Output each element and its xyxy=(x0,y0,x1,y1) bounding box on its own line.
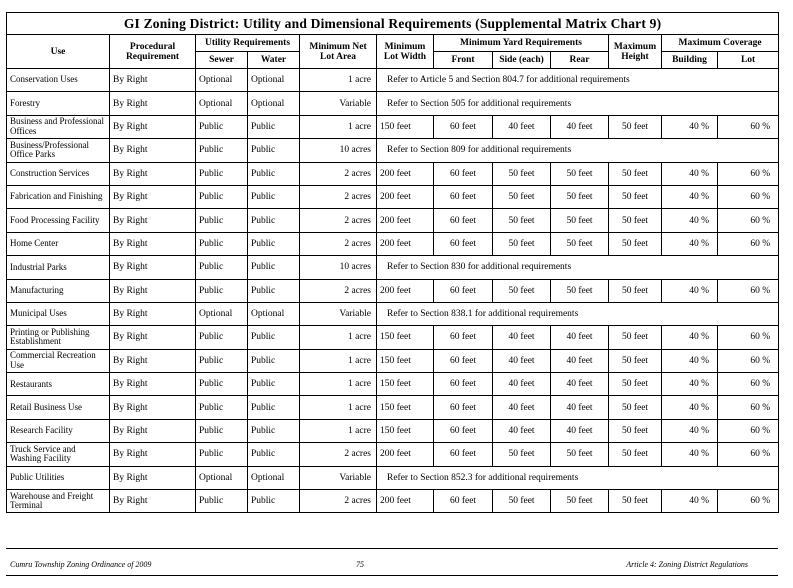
front-yard-cell: 60 feet xyxy=(434,419,493,442)
lot-coverage-cell: 60 % xyxy=(718,419,779,442)
height-cell: 50 feet xyxy=(609,279,662,302)
front-yard-cell: 60 feet xyxy=(434,115,493,138)
rear-yard-cell: 50 feet xyxy=(551,490,609,513)
building-coverage-cell: 40 % xyxy=(662,279,718,302)
building-coverage-cell: 40 % xyxy=(662,349,718,372)
lot-coverage-cell: 60 % xyxy=(718,232,779,255)
table-row xyxy=(7,490,779,513)
side-yard-cell: 50 feet xyxy=(493,490,551,513)
table-row xyxy=(7,209,779,232)
header-use: Use xyxy=(7,35,110,69)
table-row xyxy=(7,466,779,489)
lot-width-cell: 150 feet xyxy=(377,349,434,372)
table-row xyxy=(7,396,779,419)
sewer-cell: Public xyxy=(196,139,248,162)
height-cell: 50 feet xyxy=(609,349,662,372)
sewer-cell: Public xyxy=(196,115,248,138)
building-coverage-cell: 40 % xyxy=(662,115,718,138)
side-yard-cell: 50 feet xyxy=(493,162,551,185)
building-coverage-cell: 40 % xyxy=(662,326,718,349)
lot-area-cell: 10 acres xyxy=(300,256,377,279)
lot-area-cell: 2 acres xyxy=(300,279,377,302)
table-row xyxy=(7,232,779,255)
lot-coverage-cell: 60 % xyxy=(718,115,779,138)
rear-yard-cell: 40 feet xyxy=(551,396,609,419)
sewer-cell: Public xyxy=(196,443,248,466)
sewer-cell: Public xyxy=(196,373,248,396)
use-cell: Public Utilities xyxy=(7,466,110,489)
header-min-lot-width: Minimum Lot Width xyxy=(377,35,434,69)
building-coverage-cell: 40 % xyxy=(662,232,718,255)
front-yard-cell: 60 feet xyxy=(434,326,493,349)
table-row xyxy=(7,302,779,325)
sewer-cell: Public xyxy=(196,396,248,419)
front-yard-cell: 60 feet xyxy=(434,232,493,255)
rear-yard-cell: 40 feet xyxy=(551,115,609,138)
procedural-cell: By Right xyxy=(110,69,196,92)
sewer-cell: Public xyxy=(196,490,248,513)
sewer-cell: Optional xyxy=(196,302,248,325)
lot-area-cell: 1 acre xyxy=(300,419,377,442)
rear-yard-cell: 50 feet xyxy=(551,232,609,255)
lot-area-cell: Variable xyxy=(300,92,377,115)
procedural-cell: By Right xyxy=(110,373,196,396)
use-cell: Home Center xyxy=(7,232,110,255)
header-min-lot-area: Minimum Net Lot Area xyxy=(300,35,377,69)
lot-coverage-cell: 60 % xyxy=(718,443,779,466)
lot-coverage-cell: 60 % xyxy=(718,326,779,349)
water-cell: Public xyxy=(248,373,300,396)
lot-width-cell: 200 feet xyxy=(377,232,434,255)
height-cell: 50 feet xyxy=(609,490,662,513)
sewer-cell: Public xyxy=(196,185,248,208)
lot-width-cell: 200 feet xyxy=(377,443,434,466)
use-cell: Business and Professional Offices xyxy=(7,115,110,138)
front-yard-cell: 60 feet xyxy=(434,279,493,302)
table-row xyxy=(7,185,779,208)
lot-coverage-cell: 60 % xyxy=(718,185,779,208)
sewer-cell: Public xyxy=(196,256,248,279)
header-sewer: Sewer xyxy=(196,52,248,69)
height-cell: 50 feet xyxy=(609,162,662,185)
lot-area-cell: 2 acres xyxy=(300,443,377,466)
table-row xyxy=(7,419,779,442)
note-cell: Refer to Section 830 for additional requirements xyxy=(377,256,779,279)
use-cell: Truck Service and Washing Facility xyxy=(7,443,110,466)
height-cell: 50 feet xyxy=(609,419,662,442)
rear-yard-cell: 40 feet xyxy=(551,419,609,442)
use-cell: Commercial Recreation Use xyxy=(7,349,110,372)
height-cell: 50 feet xyxy=(609,396,662,419)
lot-width-cell: 200 feet xyxy=(377,162,434,185)
lot-area-cell: 2 acres xyxy=(300,185,377,208)
lot-coverage-cell: 60 % xyxy=(718,279,779,302)
sewer-cell: Public xyxy=(196,419,248,442)
rear-yard-cell: 50 feet xyxy=(551,443,609,466)
front-yard-cell: 60 feet xyxy=(434,373,493,396)
table-row xyxy=(7,92,779,115)
water-cell: Optional xyxy=(248,302,300,325)
procedural-cell: By Right xyxy=(110,232,196,255)
side-yard-cell: 50 feet xyxy=(493,185,551,208)
header-min-yard: Minimum Yard Requirements xyxy=(434,35,609,52)
front-yard-cell: 60 feet xyxy=(434,349,493,372)
header-side: Side (each) xyxy=(493,52,551,69)
height-cell: 50 feet xyxy=(609,115,662,138)
height-cell: 50 feet xyxy=(609,326,662,349)
front-yard-cell: 60 feet xyxy=(434,162,493,185)
building-coverage-cell: 40 % xyxy=(662,162,718,185)
lot-width-cell: 150 feet xyxy=(377,326,434,349)
header-utility: Utility Requirements xyxy=(196,35,300,52)
header-building: Building xyxy=(662,52,718,69)
water-cell: Public xyxy=(248,256,300,279)
side-yard-cell: 40 feet xyxy=(493,115,551,138)
table-title: GI Zoning District: Utility and Dimensional Requirements (Supplemental Matrix Chart 9) xyxy=(7,13,779,35)
procedural-cell: By Right xyxy=(110,139,196,162)
lot-width-cell: 200 feet xyxy=(377,185,434,208)
table-row xyxy=(7,139,779,162)
lot-coverage-cell: 60 % xyxy=(718,209,779,232)
header-water: Water xyxy=(248,52,300,69)
use-cell: Industrial Parks xyxy=(7,256,110,279)
use-cell: Research Facility xyxy=(7,419,110,442)
lot-area-cell: 2 acres xyxy=(300,209,377,232)
lot-coverage-cell: 60 % xyxy=(718,162,779,185)
front-yard-cell: 60 feet xyxy=(434,490,493,513)
footer-section: Article 4: Zoning District Regulations xyxy=(626,560,748,569)
header-rear: Rear xyxy=(551,52,609,69)
lot-coverage-cell: 60 % xyxy=(718,396,779,419)
building-coverage-cell: 40 % xyxy=(662,185,718,208)
lot-area-cell: 10 acres xyxy=(300,139,377,162)
use-cell: Fabrication and Finishing xyxy=(7,185,110,208)
water-cell: Public xyxy=(248,349,300,372)
header-max-coverage: Maximum Coverage xyxy=(662,35,779,52)
lot-area-cell: Variable xyxy=(300,302,377,325)
lot-area-cell: 2 acres xyxy=(300,490,377,513)
rear-yard-cell: 50 feet xyxy=(551,209,609,232)
note-cell: Refer to Section 809 for additional requirements xyxy=(377,139,779,162)
table-row xyxy=(7,279,779,302)
lot-area-cell: 1 acre xyxy=(300,69,377,92)
sewer-cell: Optional xyxy=(196,69,248,92)
lot-area-cell: 1 acre xyxy=(300,115,377,138)
sewer-cell: Public xyxy=(196,326,248,349)
lot-width-cell: 150 feet xyxy=(377,115,434,138)
use-cell: Forestry xyxy=(7,92,110,115)
rear-yard-cell: 40 feet xyxy=(551,373,609,396)
height-cell: 50 feet xyxy=(609,443,662,466)
height-cell: 50 feet xyxy=(609,373,662,396)
front-yard-cell: 60 feet xyxy=(434,185,493,208)
procedural-cell: By Right xyxy=(110,326,196,349)
document-page xyxy=(6,12,778,513)
use-cell: Business/Professional Office Parks xyxy=(7,139,110,162)
rear-yard-cell: 50 feet xyxy=(551,162,609,185)
procedural-cell: By Right xyxy=(110,256,196,279)
building-coverage-cell: 40 % xyxy=(662,209,718,232)
lot-area-cell: 2 acres xyxy=(300,162,377,185)
front-yard-cell: 60 feet xyxy=(434,209,493,232)
lot-coverage-cell: 60 % xyxy=(718,373,779,396)
use-cell: Retail Business Use xyxy=(7,396,110,419)
lot-area-cell: Variable xyxy=(300,466,377,489)
front-yard-cell: 60 feet xyxy=(434,396,493,419)
use-cell: Conservation Uses xyxy=(7,69,110,92)
water-cell: Public xyxy=(248,232,300,255)
side-yard-cell: 40 feet xyxy=(493,326,551,349)
table-row xyxy=(7,443,779,466)
lot-area-cell: 1 acre xyxy=(300,326,377,349)
building-coverage-cell: 40 % xyxy=(662,396,718,419)
note-cell: Refer to Article 5 and Section 804.7 for additional requirements xyxy=(377,69,779,92)
lot-area-cell: 2 acres xyxy=(300,232,377,255)
water-cell: Optional xyxy=(248,92,300,115)
lot-width-cell: 150 feet xyxy=(377,396,434,419)
side-yard-cell: 40 feet xyxy=(493,373,551,396)
sewer-cell: Public xyxy=(196,162,248,185)
water-cell: Public xyxy=(248,185,300,208)
lot-width-cell: 200 feet xyxy=(377,490,434,513)
side-yard-cell: 40 feet xyxy=(493,349,551,372)
water-cell: Public xyxy=(248,209,300,232)
building-coverage-cell: 40 % xyxy=(662,373,718,396)
procedural-cell: By Right xyxy=(110,419,196,442)
requirements-table xyxy=(6,12,779,513)
header-lot: Lot xyxy=(718,52,779,69)
note-cell: Refer to Section 838.1 for additional requirements xyxy=(377,302,779,325)
building-coverage-cell: 40 % xyxy=(662,443,718,466)
note-cell: Refer to Section 852.3 for additional requirements xyxy=(377,466,779,489)
rear-yard-cell: 40 feet xyxy=(551,326,609,349)
rear-yard-cell: 50 feet xyxy=(551,279,609,302)
side-yard-cell: 40 feet xyxy=(493,419,551,442)
side-yard-cell: 40 feet xyxy=(493,396,551,419)
page-footer xyxy=(6,548,778,576)
lot-coverage-cell: 60 % xyxy=(718,490,779,513)
use-cell: Printing or Publishing Establishment xyxy=(7,326,110,349)
water-cell: Public xyxy=(248,419,300,442)
procedural-cell: By Right xyxy=(110,279,196,302)
lot-width-cell: 200 feet xyxy=(377,209,434,232)
building-coverage-cell: 40 % xyxy=(662,490,718,513)
sewer-cell: Optional xyxy=(196,466,248,489)
height-cell: 50 feet xyxy=(609,185,662,208)
use-cell: Municipal Uses xyxy=(7,302,110,325)
building-coverage-cell: 40 % xyxy=(662,419,718,442)
water-cell: Optional xyxy=(248,69,300,92)
water-cell: Public xyxy=(248,162,300,185)
page-number: 75 xyxy=(356,560,364,569)
rear-yard-cell: 50 feet xyxy=(551,185,609,208)
sewer-cell: Public xyxy=(196,349,248,372)
lot-coverage-cell: 60 % xyxy=(718,349,779,372)
procedural-cell: By Right xyxy=(110,209,196,232)
procedural-cell: By Right xyxy=(110,466,196,489)
use-cell: Food Processing Facility xyxy=(7,209,110,232)
water-cell: Public xyxy=(248,490,300,513)
water-cell: Public xyxy=(248,326,300,349)
use-cell: Manufacturing xyxy=(7,279,110,302)
procedural-cell: By Right xyxy=(110,162,196,185)
height-cell: 50 feet xyxy=(609,232,662,255)
procedural-cell: By Right xyxy=(110,490,196,513)
lot-area-cell: 1 acre xyxy=(300,349,377,372)
procedural-cell: By Right xyxy=(110,396,196,419)
height-cell: 50 feet xyxy=(609,209,662,232)
sewer-cell: Public xyxy=(196,232,248,255)
procedural-cell: By Right xyxy=(110,443,196,466)
table-row xyxy=(7,326,779,349)
table-row xyxy=(7,373,779,396)
lot-width-cell: 150 feet xyxy=(377,419,434,442)
lot-width-cell: 200 feet xyxy=(377,279,434,302)
table-row xyxy=(7,349,779,372)
sewer-cell: Optional xyxy=(196,92,248,115)
table-row xyxy=(7,162,779,185)
header-front: Front xyxy=(434,52,493,69)
lot-width-cell: 150 feet xyxy=(377,373,434,396)
side-yard-cell: 50 feet xyxy=(493,209,551,232)
use-cell: Restaurants xyxy=(7,373,110,396)
footer-title: Cumru Township Zoning Ordinance of 2009 xyxy=(10,560,152,569)
table-row xyxy=(7,69,779,92)
note-cell: Refer to Section 505 for additional requirements xyxy=(377,92,779,115)
lot-area-cell: 1 acre xyxy=(300,373,377,396)
sewer-cell: Public xyxy=(196,209,248,232)
water-cell: Public xyxy=(248,279,300,302)
sewer-cell: Public xyxy=(196,279,248,302)
procedural-cell: By Right xyxy=(110,92,196,115)
front-yard-cell: 60 feet xyxy=(434,443,493,466)
use-cell: Warehouse and Freight Terminal xyxy=(7,490,110,513)
side-yard-cell: 50 feet xyxy=(493,279,551,302)
procedural-cell: By Right xyxy=(110,115,196,138)
side-yard-cell: 50 feet xyxy=(493,232,551,255)
water-cell: Optional xyxy=(248,466,300,489)
water-cell: Public xyxy=(248,139,300,162)
side-yard-cell: 50 feet xyxy=(493,443,551,466)
water-cell: Public xyxy=(248,115,300,138)
procedural-cell: By Right xyxy=(110,185,196,208)
water-cell: Public xyxy=(248,396,300,419)
header-procedural: Procedural Requirement xyxy=(110,35,196,69)
table-row xyxy=(7,115,779,138)
table-row xyxy=(7,256,779,279)
table-body xyxy=(7,69,779,513)
use-cell: Construction Services xyxy=(7,162,110,185)
water-cell: Public xyxy=(248,443,300,466)
procedural-cell: By Right xyxy=(110,349,196,372)
header-max-height: Maximum Height xyxy=(609,35,662,69)
procedural-cell: By Right xyxy=(110,302,196,325)
lot-area-cell: 1 acre xyxy=(300,396,377,419)
rear-yard-cell: 40 feet xyxy=(551,349,609,372)
